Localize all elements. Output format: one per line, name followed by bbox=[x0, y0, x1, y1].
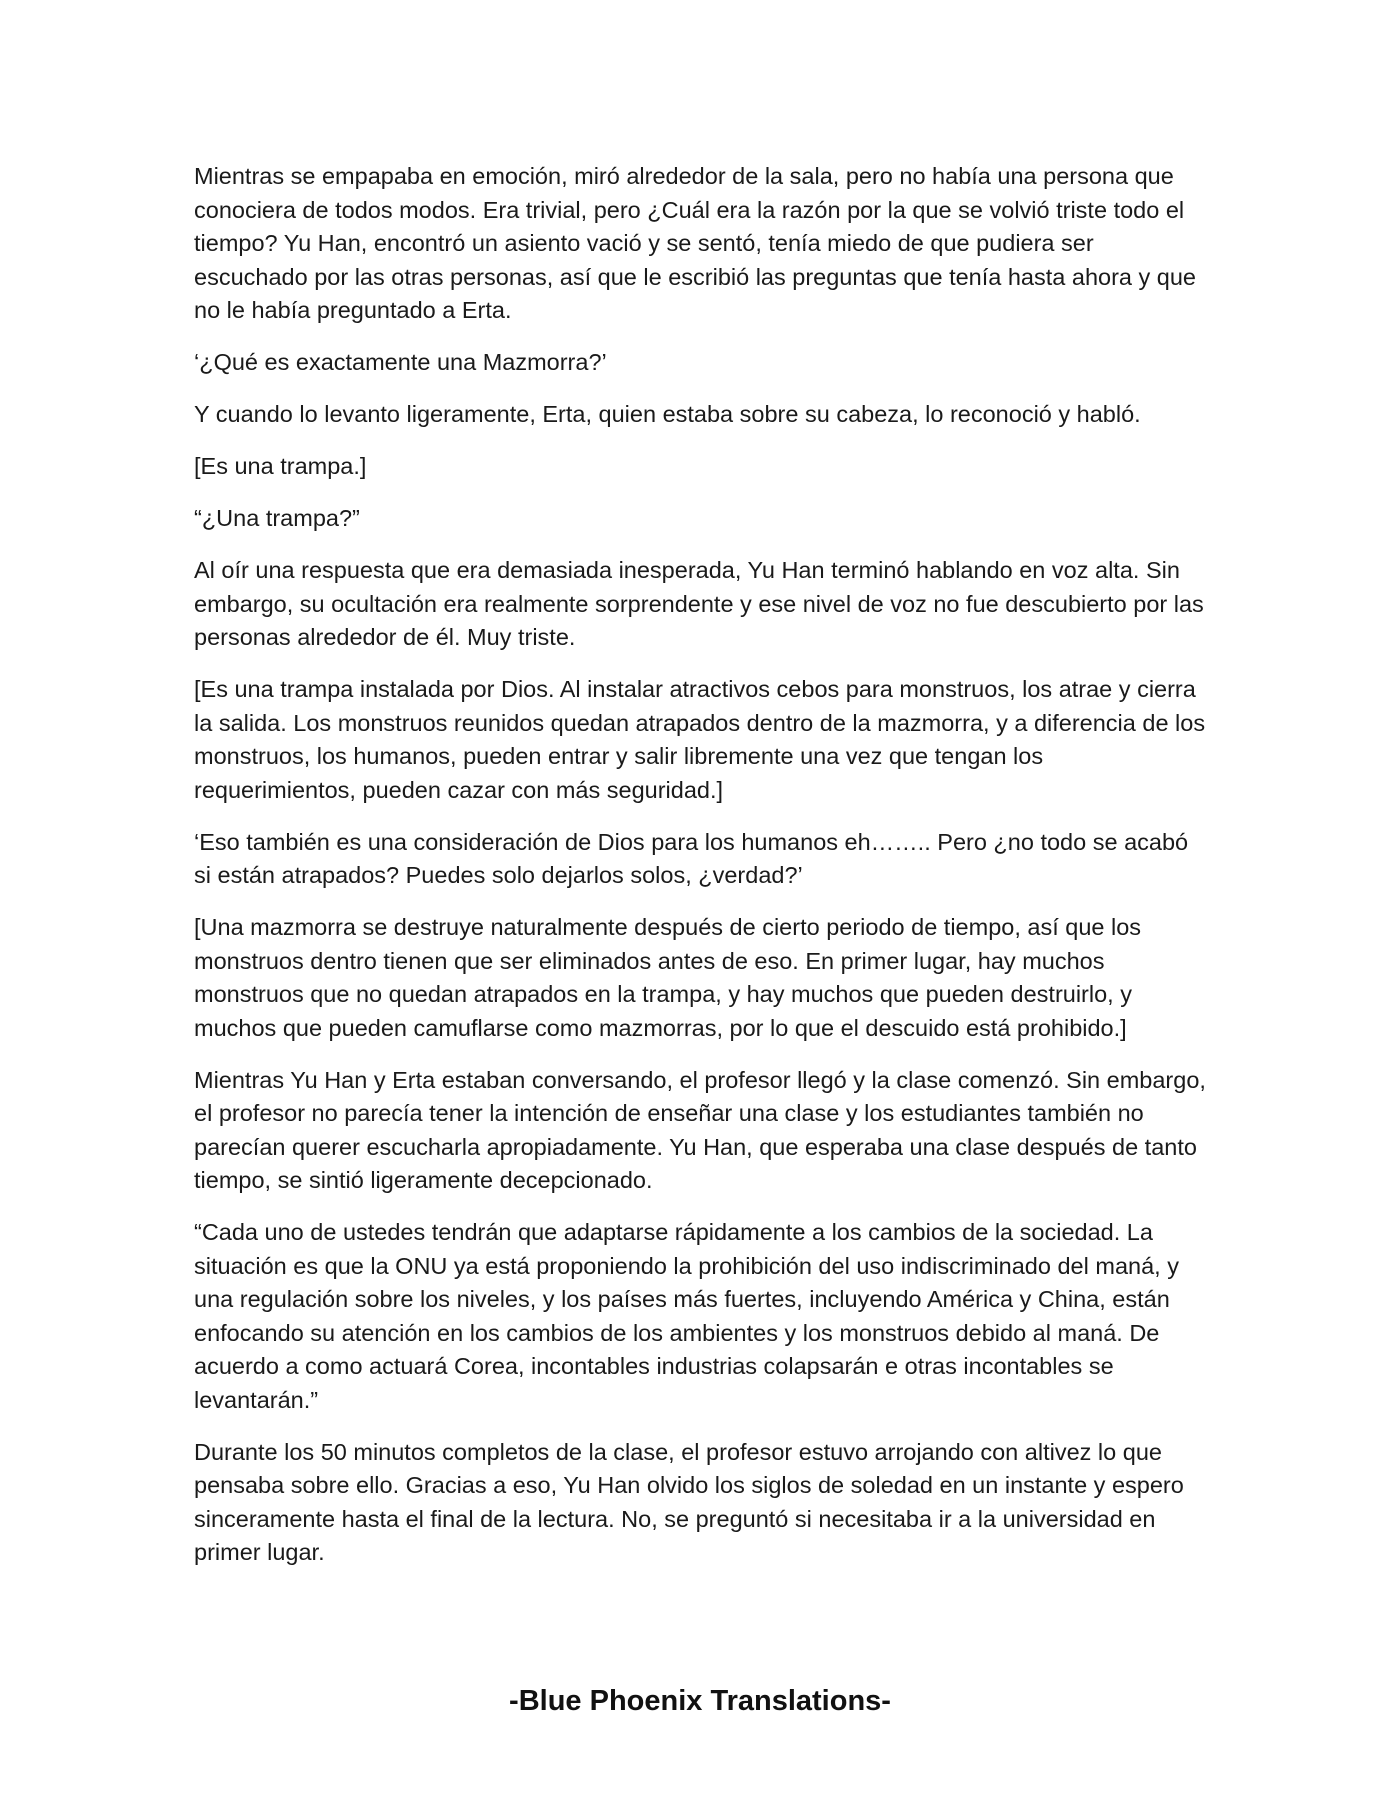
paragraph-10: Mientras Yu Han y Erta estaban conversando, el profesor llegó y la clase comenzó. Sin embargo, el profesor no parecía tener la intención de enseñar una clase y los estudiantes también no parecían querer escucharla apropiadamente. Yu Han, que esperaba una clase después de tanto tiempo, se sintió ligeramente decepcionado. bbox=[194, 1066, 1206, 1193]
paragraph-7: [Es una trampa instalada por Dios. Al instalar atractivos cebos para monstruos, los atrae y cierra la salida. Los monstruos reunidos quedan atrapados dentro de la mazmorra, y a diferencia de los monstruos, los humanos, pueden entrar y salir libremente una vez que tengan los requerimientos, pueden cazar con más seguridad.] bbox=[194, 676, 1206, 803]
document-body bbox=[194, 160, 1206, 1588]
paragraph-6: Al oír una respuesta que era demasiada inesperada, Yu Han terminó hablando en voz alta. Sin embargo, su ocultación era realmente sorprendente y ese nivel de voz no fue descubierto por las personas alrededor de él. Muy triste. bbox=[194, 557, 1204, 650]
paragraph-9: [Una mazmorra se destruye naturalmente después de cierto periodo de tiempo, así que los monstruos dentro tienen que ser eliminados antes de eso. En primer lugar, hay muchos monstruos que no quedan atrapados en la trampa, y hay muchos que pueden destruirlo, y muchos que pueden camuflarse como mazmorras, por lo que el descuido está prohibido.] bbox=[194, 914, 1142, 1041]
paragraph-2: ‘¿Qué es exactamente una Mazmorra?’ bbox=[194, 349, 607, 375]
paragraph-11: “Cada uno de ustedes tendrán que adaptarse rápidamente a los cambios de la sociedad. La situación es que la ONU ya está proponiendo la prohibición del uso indiscriminado del maná, y una regulación sobre los niveles, y los países más fuertes, incluyendo América y China, están enfocando su atención en los cambios de los ambientes y los monstruos debido al maná. De acuerdo a como actuará Corea, incontables industrias colapsarán e otras incontables se levantarán.” bbox=[194, 1219, 1179, 1413]
paragraph-3: Y cuando lo levanto ligeramente, Erta, quien estaba sobre su cabeza, lo reconoció y habló. bbox=[194, 401, 1141, 427]
paragraph-1: Mientras se empapaba en emoción, miró alrededor de la sala, pero no había una persona que conociera de todos modos. Era trivial, pero ¿Cuál era la razón por la que se volvió triste todo el tiempo? Yu Han, encontró un asiento vació y se sentó, tenía miedo de que pudiera ser escuchado por las otras personas, así que le escribió las preguntas que tenía hasta ahora y que no le había preguntado a Erta. bbox=[194, 163, 1196, 323]
translator-credit: -Blue Phoenix Translations- bbox=[509, 1685, 891, 1717]
paragraph-12: Durante los 50 minutos completos de la clase, el profesor estuvo arrojando con altivez lo que pensaba sobre ello. Gracias a eso, Yu Han olvido los siglos de soledad en un instante y espero sinceramente hasta el final de la lectura. No, se preguntó si necesitaba ir a la universidad en primer lugar. bbox=[194, 1438, 1184, 1565]
paragraph-5: “¿Una trampa?” bbox=[194, 505, 360, 531]
paragraph-8: ‘Eso también es una consideración de Dios para los humanos eh…….. Pero ¿no todo se acabó si están atrapados? Puedes solo dejarlos solos, ¿verdad?’ bbox=[194, 828, 1189, 888]
paragraph-4: [Es una trampa.] bbox=[194, 453, 367, 479]
